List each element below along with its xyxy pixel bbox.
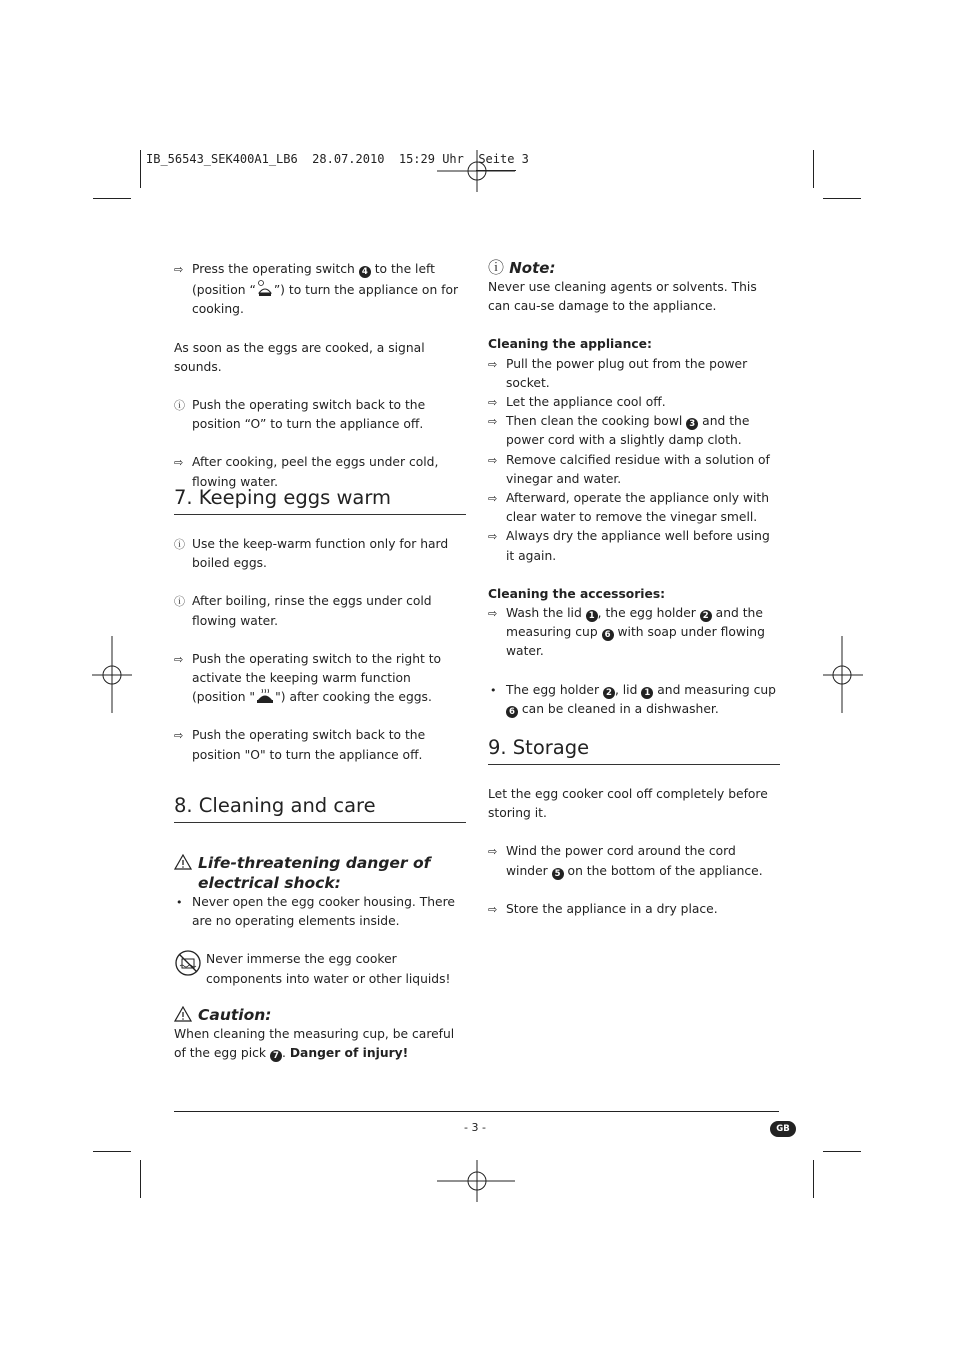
footer-rule bbox=[174, 1111, 779, 1112]
section-9 bbox=[488, 736, 780, 919]
section-heading: 7. Keeping eggs warm bbox=[174, 486, 466, 515]
subheading: Cleaning the appliance: bbox=[488, 337, 652, 352]
caution-heading: Caution: bbox=[174, 1005, 466, 1025]
arrow-icon: ⇨ bbox=[488, 530, 498, 544]
page-number: - 3 - bbox=[464, 1121, 486, 1134]
instruction-item: ⇨ Afterward, operate the appliance only with clear water to remove the vinegar smell. bbox=[488, 491, 770, 525]
number-badge: 6 bbox=[602, 629, 614, 641]
crop-mark bbox=[93, 198, 131, 199]
bullet-icon: • bbox=[176, 896, 183, 909]
number-badge: 1 bbox=[586, 610, 598, 622]
note-heading: ⓘ Note: bbox=[488, 258, 556, 277]
right-column bbox=[488, 258, 780, 719]
number-badge: 2 bbox=[700, 610, 712, 622]
section-heading: 8. Cleaning and care bbox=[174, 794, 466, 823]
instruction-item: ⇨ Let the appliance cool off. bbox=[488, 393, 780, 412]
language-badge: GB bbox=[770, 1121, 796, 1137]
instruction-item: ⇨ Press the operating switch 4 to the left (position “ ”) to turn the appliance on for cooking. bbox=[174, 262, 459, 317]
info-icon: ⓘ bbox=[174, 595, 185, 609]
left-column bbox=[174, 260, 466, 492]
instruction-item: ⇨ After cooking, peel the eggs under cold, flowing water. bbox=[174, 455, 439, 489]
registration-mark-bottom bbox=[437, 1160, 517, 1204]
crop-mark bbox=[823, 198, 861, 199]
instruction-item: ⇨ Always dry the appliance well before using it again. bbox=[488, 529, 770, 563]
crop-mark bbox=[813, 1160, 814, 1198]
arrow-icon: ⇨ bbox=[488, 415, 498, 429]
info-item: ⓘ Use the keep-warm function only for hard boiled eggs. bbox=[174, 537, 449, 571]
caution-text: When cleaning the measuring cup, be careful of the egg pick 7 . Danger of injury! bbox=[174, 1026, 455, 1062]
section-8 bbox=[174, 794, 466, 1063]
bullet-icon: • bbox=[490, 683, 497, 697]
info-item: ⓘ After boiling, rinse the eggs under cold flowing water. bbox=[174, 594, 432, 628]
instruction-item: ⇨ Push the operating switch back to the position "O" to turn the appliance off. bbox=[174, 728, 426, 762]
instruction-item: ⇨ Store the appliance in a dry place. bbox=[488, 900, 780, 919]
crop-mark bbox=[140, 150, 141, 188]
arrow-icon: ⇨ bbox=[488, 453, 498, 467]
registration-mark-left bbox=[92, 636, 134, 714]
instruction-item: ⇨ Push the operating switch to the right to activate the keeping warm function (position " ") after cooking the eggs. bbox=[174, 651, 442, 705]
danger-heading: Life-threatening danger of electrical shock: bbox=[174, 853, 466, 893]
subheading: Cleaning the accessories: bbox=[488, 586, 666, 601]
info-item: ⓘ Push the operating switch back to the position “O” to turn the appliance off. bbox=[174, 398, 426, 432]
number-badge: 3 bbox=[686, 418, 698, 430]
number-badge: 2 bbox=[603, 687, 615, 699]
bullet-item: • Never open the egg cooker housing. There are no operating elements inside. bbox=[176, 895, 455, 929]
immerse-warning: Never immerse the egg cooker components into water or other liquids! bbox=[174, 950, 466, 988]
instruction-item: ⇨ Wind the power cord around the cord winder 5 on the bottom of the appliance. bbox=[488, 844, 763, 879]
arrow-icon: ⇨ bbox=[488, 607, 498, 621]
arrow-icon: ⇨ bbox=[488, 357, 498, 371]
section-7 bbox=[174, 486, 466, 765]
instruction-item: ⇨ Remove calcified residue with a solution of vinegar and water. bbox=[488, 452, 770, 486]
print-header: IB_56543_SEK400A1_LB6 28.07.2010 15:29 Uhr Seite 3 bbox=[146, 152, 529, 166]
no-immerse-icon bbox=[174, 949, 202, 977]
arrow-icon: ⇨ bbox=[488, 396, 498, 410]
warning-icon bbox=[174, 1006, 192, 1022]
info-icon: ⓘ bbox=[174, 538, 185, 551]
crop-mark bbox=[823, 1151, 861, 1152]
instruction-item: ⇨ Pull the power plug out from the power socket. bbox=[488, 356, 748, 390]
arrow-icon: ⇨ bbox=[174, 729, 184, 743]
paragraph: Let the egg cooker cool off completely before storing it. bbox=[488, 787, 768, 821]
arrow-icon: ⇨ bbox=[488, 845, 498, 859]
number-badge: 7 bbox=[270, 1050, 282, 1062]
arrow-icon: ⇨ bbox=[174, 456, 184, 470]
registration-mark-right bbox=[821, 636, 863, 714]
info-icon: ⓘ bbox=[174, 399, 185, 413]
keep-warm-icon bbox=[255, 688, 275, 704]
instruction-item: ⇨ Wash the lid 1 , the egg holder 2 and the measuring cup 6 with soap under flowing water. bbox=[488, 606, 765, 659]
arrow-icon: ⇨ bbox=[174, 652, 184, 666]
arrow-icon: ⇨ bbox=[488, 492, 498, 506]
arrow-icon: ⇨ bbox=[174, 263, 184, 276]
instruction-item: ⇨ Then clean the cooking bowl 3 and the power cord with a slightly damp cloth. bbox=[488, 414, 750, 448]
note-text: Never use cleaning agents or solvents. This can cau-se damage to the appliance. bbox=[488, 280, 757, 314]
number-badge: 1 bbox=[641, 687, 653, 699]
arrow-icon: ⇨ bbox=[488, 902, 498, 916]
header-underline bbox=[476, 170, 516, 171]
info-icon: ⓘ bbox=[488, 258, 505, 277]
cooking-position-icon bbox=[256, 279, 274, 297]
crop-mark bbox=[813, 150, 814, 188]
number-badge: 5 bbox=[552, 868, 564, 880]
crop-mark bbox=[140, 1160, 141, 1198]
section-heading: 9. Storage bbox=[488, 736, 780, 765]
bullet-item: • The egg holder 2 , lid 1 and measuring cup 6 can be cleaned in a dishwasher. bbox=[490, 682, 776, 717]
number-badge: 6 bbox=[506, 706, 518, 718]
warning-icon bbox=[174, 854, 192, 870]
crop-mark bbox=[93, 1151, 131, 1152]
paragraph: As soon as the eggs are cooked, a signal sounds. bbox=[174, 340, 425, 374]
number-badge: 4 bbox=[359, 266, 371, 278]
